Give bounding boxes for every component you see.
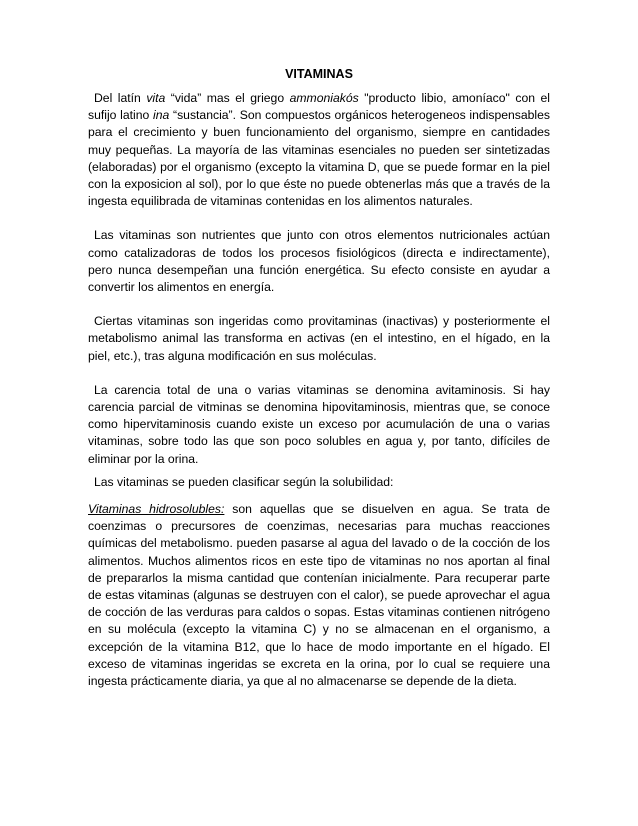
greek-term-ammoniakos: ammoniakós (289, 91, 359, 105)
paragraph-etymology (88, 90, 550, 210)
etymology-text-a: Del latín (94, 91, 147, 105)
latin-suffix-ina: ina (153, 108, 170, 123)
paragraph-hydrosoluble (88, 501, 550, 690)
paragraph-avitaminosis: La carencia total de una o varias vitaminas se denomina avitaminosis. Si hay carencia parcial de vitminas se denomina hipovitaminosis, mientras que, se conoce como hipervitaminosis cuando existe un exceso por acumulación de una o varias vitaminas, sobre todo las que son poco solubles en agua y, por tanto, difíciles de eliminar por la orina. (88, 382, 550, 466)
paragraph-nutrients: Las vitaminas son nutrientes que junto con otros elementos nutricionales actúan como catalizadoras de todos los procesos fisiológicos (directa e indirectamente), pero nunca desempeñan una función energética. Su efecto consiste en ayudar a convertir los alimentos en energía. (88, 228, 550, 295)
hydrosoluble-term: Vitaminas hidrosolubles: (88, 502, 225, 517)
latin-term-vita: vita (146, 91, 166, 105)
paragraph-provitamins: Ciertas vitaminas son ingeridas como provitaminas (inactivas) y posteriormente el metabolismo animal las transforma en activas (en el intestino, en el hígado, en la piel, etc.), tras alguna modificación en sus moléculas. (88, 314, 550, 363)
hydrosoluble-text: son aquellas que se disuelven en agua. Se trata de coenzimas o precursores de coenzimas, necesarias para muchas reacciones químicas del metabolismo. pueden pasarse al agua del lavado o de la cocción de los alimentos. Muchos alimentos ricos en este tipo de vitaminas no nos aportan al final de prepararlos la misma cantidad que contenían inicialmente. Para recuperar parte de estas vitaminas (algunas se destruyen con el calor), se puede aprovechar el agua de cocción de las verduras para caldos o sopas. Estas vitaminas contienen nitrógeno en su molécula (excepto la vitamina C) y no se almacenan en el organismo, a excepción de la vitamina B12, que lo hace de modo importante en el hígado. El exceso de vitaminas ingeridas se excreta en la orina, por lo cual se requiere una ingesta prácticamente diaria, ya que al no almacenarse se depende de la dieta. (88, 502, 550, 689)
etymology-text-e: "producto libio, amoníaco" con el sufijo latino (88, 91, 550, 123)
paragraph-classification: Las vitaminas se pueden clasificar según la solubilidad: (94, 474, 394, 489)
page-title: VITAMINAS (285, 67, 353, 81)
document-page (88, 66, 550, 690)
etymology-text-g: “sustancia”. Son compuestos orgánicos heterogeneos indispensables para el crecimiento y buen funcionamiento del organismo, siempre en cantidades muy pequeñas. La mayoría de las vitaminas esenciales no pueden ser sintetizadas (elaboradas) por el organismo (excepto la vitamina D, que se puede formar en la piel con la exposicion al sol), por lo que éste no puede obtenerlas más que a través de la ingesta equilibrada de vitaminas contenidas en los alimentos naturales. (88, 108, 551, 209)
etymology-text-c: “vida” mas el griego (165, 91, 290, 105)
